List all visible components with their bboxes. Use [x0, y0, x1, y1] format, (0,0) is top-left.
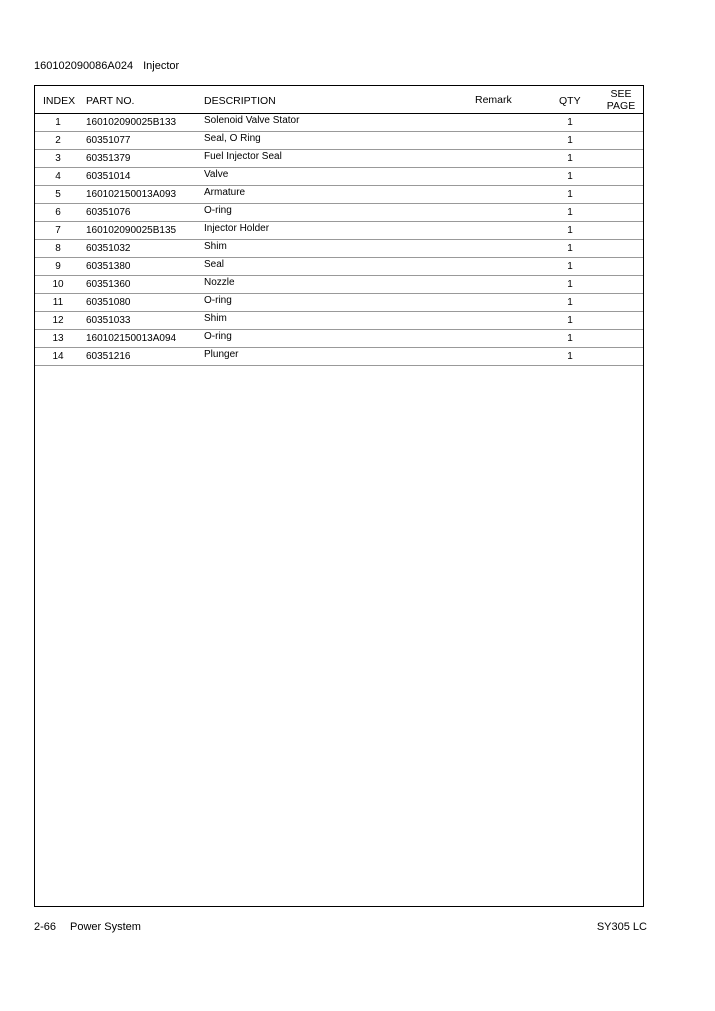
table-row	[35, 150, 643, 168]
row-part-no: 60351360	[86, 279, 131, 290]
row-description: O-ring	[204, 331, 232, 342]
parts-table	[34, 85, 644, 907]
row-qty: 1	[567, 279, 573, 290]
col-remark-header: Remark	[475, 94, 512, 106]
row-description: Seal	[204, 259, 225, 270]
row-description: Solenoid Valve Stator	[204, 115, 300, 126]
group-title: Injector	[143, 60, 180, 72]
page-header	[34, 60, 179, 72]
row-part-no: 160102090025B135	[86, 225, 177, 236]
row-index: 5	[55, 189, 61, 200]
section-name: Power System	[70, 921, 141, 933]
row-description: Armature	[204, 187, 246, 198]
row-qty: 1	[567, 333, 573, 344]
row-index: 14	[52, 351, 64, 362]
col-see-page-header	[601, 88, 641, 112]
table-row	[35, 222, 643, 240]
col-qty-header: QTY	[559, 95, 581, 107]
col-index-header: INDEX	[43, 95, 76, 107]
table-row	[35, 294, 643, 312]
row-qty: 1	[567, 243, 573, 254]
table-row	[35, 168, 643, 186]
row-part-no: 160102150013A094	[86, 333, 177, 344]
group-code: 160102090086A024	[34, 60, 134, 72]
row-part-no: 160102090025B133	[86, 117, 177, 128]
footer-model: SY305 LC	[596, 921, 647, 933]
row-qty: 1	[567, 261, 573, 272]
page-number: 2-66	[34, 921, 57, 933]
row-qty: 1	[567, 135, 573, 146]
row-qty: 1	[567, 297, 573, 308]
row-part-no: 60351216	[86, 351, 131, 362]
table-row	[35, 186, 643, 204]
row-index: 2	[55, 135, 61, 146]
row-qty: 1	[567, 171, 573, 182]
row-part-no: 60351380	[86, 261, 131, 272]
row-qty: 1	[567, 117, 573, 128]
row-index: 6	[55, 207, 61, 218]
row-qty: 1	[567, 189, 573, 200]
row-index: 7	[55, 225, 61, 236]
footer-left	[34, 921, 141, 933]
row-index: 13	[52, 333, 64, 344]
row-part-no: 60351032	[86, 243, 131, 254]
row-description: Seal, O Ring	[204, 133, 261, 144]
row-part-no: 60351033	[86, 315, 131, 326]
row-qty: 1	[567, 207, 573, 218]
row-qty: 1	[567, 225, 573, 236]
table-row	[35, 258, 643, 276]
row-qty: 1	[567, 153, 573, 164]
table-body	[35, 114, 643, 366]
see-page-line2: PAGE	[606, 100, 636, 112]
row-description: Plunger	[204, 349, 239, 360]
row-index: 3	[55, 153, 61, 164]
row-description: Nozzle	[204, 277, 235, 288]
row-part-no: 60351077	[86, 135, 131, 146]
table-row	[35, 132, 643, 150]
row-description: Shim	[204, 313, 227, 324]
table-row	[35, 240, 643, 258]
table-row	[35, 312, 643, 330]
row-index: 12	[52, 315, 64, 326]
row-part-no: 60351076	[86, 207, 131, 218]
row-index: 1	[55, 117, 61, 128]
row-index: 9	[55, 261, 61, 272]
row-description: O-ring	[204, 295, 232, 306]
row-description: Shim	[204, 241, 227, 252]
table-header	[35, 86, 643, 114]
table-row	[35, 348, 643, 366]
row-qty: 1	[567, 351, 573, 362]
table-row	[35, 204, 643, 222]
row-part-no: 60351080	[86, 297, 131, 308]
see-page-line1: SEE	[610, 88, 632, 100]
row-index: 8	[55, 243, 61, 254]
row-part-no: 60351014	[86, 171, 131, 182]
table-row	[35, 114, 643, 132]
col-part-no-header: PART NO.	[86, 95, 135, 107]
table-row	[35, 276, 643, 294]
row-index: 10	[52, 279, 64, 290]
row-index: 11	[52, 297, 64, 308]
row-description: Fuel Injector Seal	[204, 151, 282, 162]
table-row	[35, 330, 643, 348]
row-description: Injector Holder	[204, 223, 270, 234]
row-part-no: 160102150013A093	[86, 189, 177, 200]
col-description-header: DESCRIPTION	[204, 95, 276, 107]
row-qty: 1	[567, 315, 573, 326]
row-description: Valve	[204, 169, 229, 180]
row-index: 4	[55, 171, 61, 182]
row-part-no: 60351379	[86, 153, 131, 164]
row-description: O-ring	[204, 205, 232, 216]
